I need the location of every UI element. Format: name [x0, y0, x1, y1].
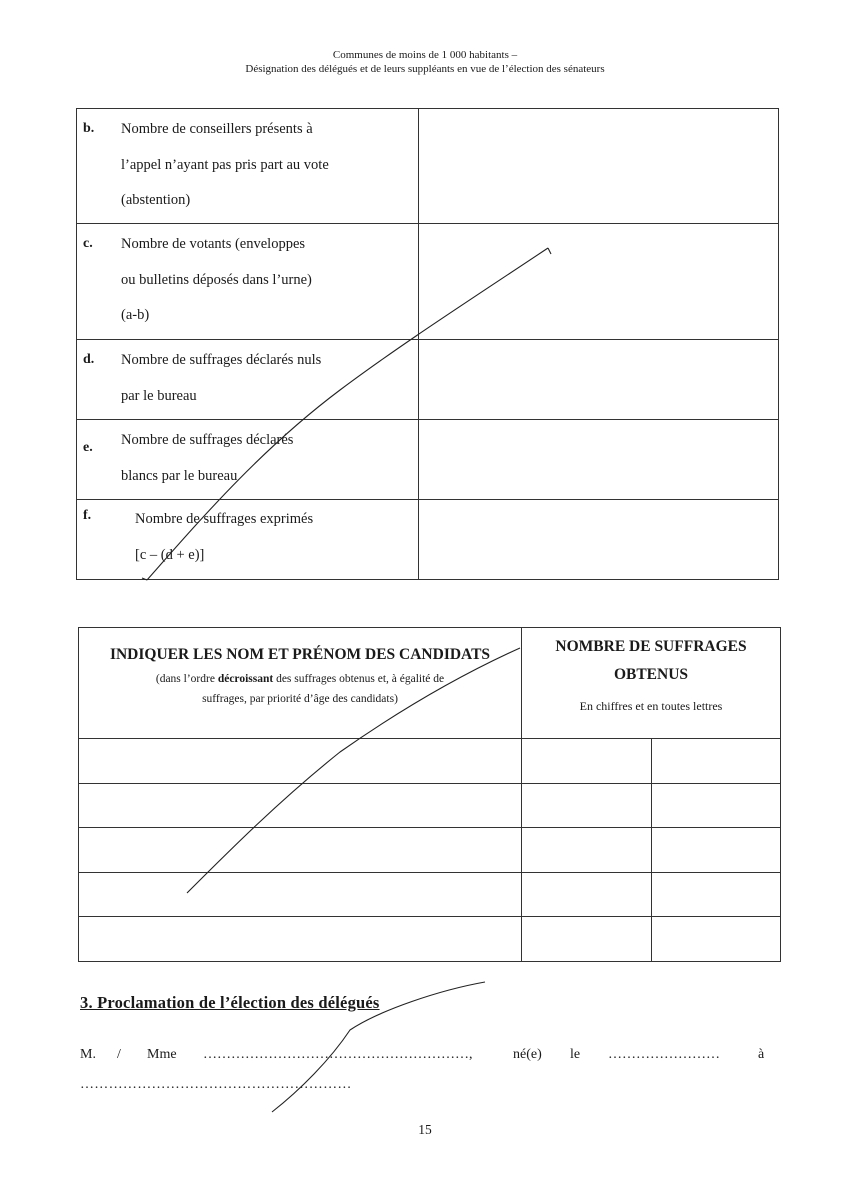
note-emphasis: décroissant [217, 673, 274, 685]
candidate-name-cell[interactable] [79, 739, 522, 784]
table-row [79, 783, 781, 828]
row-text-line: (a-b) [121, 307, 150, 323]
birth-place-field[interactable]: ………………………………………………… [80, 1077, 352, 1092]
row-text-line: l’appel n’ayant pas pris part au vote [121, 156, 329, 173]
votes-obtained-title [522, 633, 780, 689]
vote-count-table [76, 108, 779, 580]
votes-letters-cell[interactable] [651, 872, 781, 917]
votes-letters-cell[interactable] [651, 917, 781, 962]
votes-obtained-note: En chiffres et en toutes lettres [579, 699, 723, 713]
votes-letters-cell[interactable] [651, 783, 781, 828]
row-label-cell [77, 500, 419, 580]
candidate-name-cell[interactable] [79, 917, 522, 962]
row-text-line: Nombre de suffrages déclarés [121, 432, 294, 448]
votes-figures-cell[interactable] [522, 872, 652, 917]
row-label-cell [77, 340, 419, 420]
row-text-line: ou bulletins déposés dans l’urne) [121, 271, 312, 288]
note-text: (dans l’ordre [155, 673, 218, 685]
page-header [0, 48, 850, 76]
row-text [77, 340, 418, 414]
votes-title-line-2: OBTENUS [613, 666, 689, 683]
row-text [77, 224, 418, 334]
candidate-name-cell[interactable] [79, 783, 522, 828]
table-row [79, 872, 781, 917]
votes-figures-cell[interactable] [522, 783, 652, 828]
value-cell[interactable] [419, 500, 779, 580]
note-line-2: suffrages, par priorité d’âge des candidats) [202, 693, 398, 705]
table-row [77, 224, 779, 340]
row-text-line: Nombre de suffrages exprimés [135, 511, 314, 527]
mrs-label: Mme [147, 1047, 177, 1062]
votes-letters-cell[interactable] [651, 739, 781, 784]
value-cell[interactable] [419, 340, 779, 420]
slash-separator: / [117, 1047, 121, 1062]
section-title: 3. Proclamation de l’élection des délégués [80, 993, 380, 1012]
row-text-line: (abstention) [121, 192, 191, 208]
row-letter: f. [83, 508, 92, 523]
header-line-2: Désignation des délégués et de leurs suppléants en vue de l’élection des sénateurs [245, 63, 605, 75]
table-row [79, 739, 781, 784]
table-row [77, 109, 779, 224]
votes-figures-cell[interactable] [522, 917, 652, 962]
votes-title-line-1: NOMBRE DE SUFFRAGES [555, 638, 747, 655]
candidates-name-header [79, 628, 522, 739]
table-row [77, 340, 779, 420]
page-number: 15 [418, 1122, 432, 1137]
candidate-name-cell[interactable] [79, 872, 522, 917]
row-text-line: Nombre de votants (enveloppes [121, 236, 306, 252]
birth-date-field[interactable]: …………………… [608, 1047, 720, 1062]
table-row [79, 917, 781, 962]
candidates-name-title: INDIQUER LES NOM ET PRÉNOM DES CANDIDATS [109, 646, 491, 663]
row-text [77, 420, 418, 494]
table-row [79, 828, 781, 873]
votes-figures-cell[interactable] [522, 828, 652, 873]
at-label: à [758, 1047, 765, 1062]
row-label-cell [77, 109, 419, 224]
row-text-line: blancs par le bureau [121, 467, 238, 484]
table-row [77, 500, 779, 580]
delegate-name-field[interactable]: …………………………………………………, [203, 1047, 473, 1062]
row-label-cell [77, 420, 419, 500]
votes-obtained-header [522, 628, 781, 739]
value-cell[interactable] [419, 420, 779, 500]
candidate-name-cell[interactable] [79, 828, 522, 873]
row-letter: e. [83, 440, 93, 455]
candidates-table [78, 627, 781, 962]
born-label: né(e) [513, 1047, 542, 1062]
value-cell[interactable] [419, 224, 779, 340]
row-text-line: [c – (d + e)] [135, 546, 205, 563]
value-cell[interactable] [419, 109, 779, 224]
candidates-header-row [79, 628, 781, 739]
votes-figures-cell[interactable] [522, 739, 652, 784]
row-letter: b. [83, 121, 95, 136]
header-line-1: Communes de moins de 1 000 habitants – [332, 49, 518, 61]
votes-letters-cell[interactable] [651, 828, 781, 873]
table-row [77, 420, 779, 500]
on-label: le [570, 1047, 581, 1062]
note-text: des suffrages obtenus et, à égalité de [273, 673, 445, 685]
row-letter: c. [83, 236, 93, 251]
mr-label: M. [80, 1047, 96, 1062]
row-letter: d. [83, 352, 95, 367]
row-label-cell [77, 224, 419, 340]
note-line-1 [79, 669, 521, 689]
candidates-name-note [79, 669, 521, 709]
row-text [77, 109, 418, 219]
row-text-line: Nombre de suffrages déclarés nuls [121, 352, 322, 368]
row-text-line: Nombre de conseillers présents à [121, 121, 313, 137]
row-text-line: par le bureau [121, 387, 197, 404]
row-text [77, 500, 418, 573]
